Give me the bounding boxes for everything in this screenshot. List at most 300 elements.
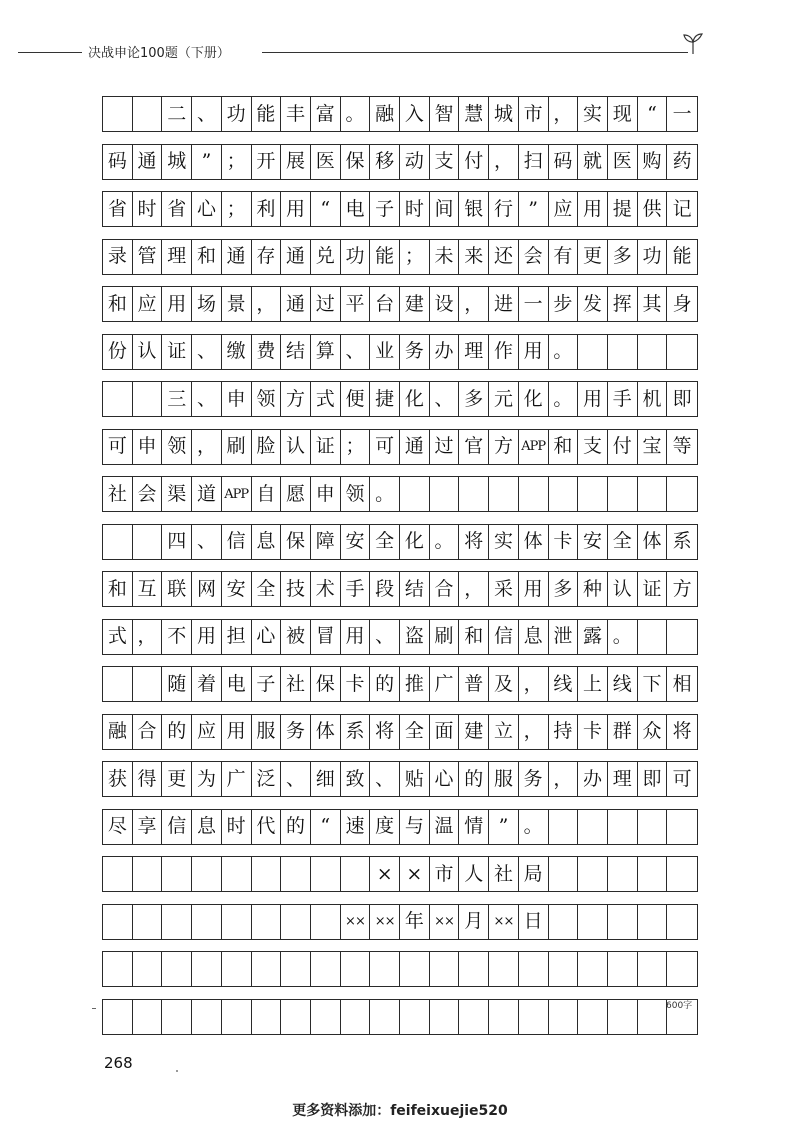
grid-cell (222, 905, 252, 939)
grid-cell: 更 (162, 762, 192, 796)
grid-cell: 场 (192, 287, 222, 321)
grid-cell: 证 (311, 430, 341, 464)
grid-cell: 广 (222, 762, 252, 796)
grid-cell: 申 (311, 477, 341, 511)
grid-cell: 认 (133, 335, 163, 369)
grid-cell: 时 (222, 810, 252, 844)
grid-cell: 相 (672, 672, 692, 695)
grid-cell: 实 (489, 525, 519, 559)
grid-cell: 办 (578, 762, 608, 796)
grid-cell: ， (459, 287, 489, 321)
grid-cell: 获 (103, 762, 133, 796)
grid-cell (638, 952, 668, 986)
grid-cell: 心 (252, 620, 282, 654)
grid-cell (578, 335, 608, 369)
grid-cell: 行 (489, 192, 519, 226)
grid-cell (103, 1000, 133, 1034)
grid-cell (103, 382, 133, 416)
grid-cell: 办 (430, 335, 460, 369)
grid-cell: 入 (400, 97, 430, 131)
grid-cell: 日 (519, 905, 549, 939)
grid-cell: 致 (341, 762, 371, 796)
grid-cell: 二 (162, 97, 192, 131)
grid-cell: 得 (133, 762, 163, 796)
grid-row (102, 809, 698, 845)
grid-cell (133, 952, 163, 986)
word-count-label: 600字 (666, 1001, 693, 1011)
grid-cell (489, 952, 519, 986)
grid-cell (638, 1000, 668, 1034)
grid-cell: 业 (370, 335, 400, 369)
grid-row-cells (102, 144, 698, 180)
grid-cell: “ (311, 192, 341, 226)
grid-cell: 间 (430, 192, 460, 226)
grid-cell (519, 952, 549, 986)
grid-cell (133, 905, 163, 939)
grid-cell (549, 857, 579, 891)
grid-cell: 通 (222, 240, 252, 274)
grid-cell (103, 905, 133, 939)
grid-row (102, 191, 698, 227)
grid-cell: 融 (370, 97, 400, 131)
grid-cell (578, 857, 608, 891)
grid-cell: ×× (489, 905, 519, 939)
grid-cell (252, 1000, 282, 1034)
grid-cell: 社 (489, 857, 519, 891)
grid-cell: 的 (281, 810, 311, 844)
grid-row-cells (102, 96, 698, 132)
grid-cell: 多 (459, 382, 489, 416)
grid-cell: 务 (400, 335, 430, 369)
grid-cell (549, 952, 579, 986)
grid-cell: 缴 (222, 335, 252, 369)
grid-row-cells (102, 429, 698, 465)
grid-cell (638, 335, 668, 369)
grid-cell: 通 (281, 287, 311, 321)
grid-cell: 即 (672, 387, 692, 410)
grid-cell: 合 (133, 715, 163, 749)
grid-cell (519, 1000, 549, 1034)
grid-cell: 扫 (519, 145, 549, 179)
grid-cell: 体 (311, 715, 341, 749)
grid-cell: 化 (400, 525, 430, 559)
grid-cell: 。 (608, 620, 638, 654)
grid-cell: 功 (341, 240, 371, 274)
grid-cell: ×× (430, 905, 460, 939)
grid-cell: 台 (370, 287, 400, 321)
grid-cell: 其 (638, 287, 668, 321)
grid-cell: 立 (489, 715, 519, 749)
grid-cell (311, 1000, 341, 1034)
grid-row (102, 619, 698, 655)
grid-cell: 的 (370, 667, 400, 701)
grid-cell: 、 (192, 335, 222, 369)
grid-cell: 、 (192, 382, 222, 416)
grid-cell: 、 (430, 382, 460, 416)
grid-cell (162, 857, 192, 891)
grid-cell: 等 (672, 435, 692, 457)
grid-cell: 安 (222, 572, 252, 606)
grid-cell (370, 952, 400, 986)
grid-cell: 互 (133, 572, 163, 606)
grid-cell: 移 (370, 145, 400, 179)
grid-cell: 医 (608, 145, 638, 179)
grid-cell: 联 (162, 572, 192, 606)
grid-cell: 保 (281, 525, 311, 559)
grid-cell: 脸 (252, 430, 282, 464)
grid-cell: APP (222, 477, 252, 511)
grid-cell (549, 810, 579, 844)
grid-cell (667, 620, 697, 654)
grid-cell: 方 (489, 430, 519, 464)
grid-cell (608, 905, 638, 939)
grid-cell: 即 (638, 762, 668, 796)
grid-cell: 愿 (281, 477, 311, 511)
grid-cell: 和 (103, 572, 133, 606)
grid-cell: 及 (489, 667, 519, 701)
margin-mark (92, 1008, 96, 1009)
grid-cell: 建 (400, 287, 430, 321)
grid-cell: 用 (578, 192, 608, 226)
grid-cell: 、 (370, 762, 400, 796)
grid-cell: 通 (400, 430, 430, 464)
grid-cell: 电 (222, 667, 252, 701)
grid-cell (430, 1000, 460, 1034)
grid-cell: 时 (133, 192, 163, 226)
grid-cell: 官 (459, 430, 489, 464)
grid-cell: 能 (252, 97, 282, 131)
grid-cell (311, 905, 341, 939)
grid-cell: 、 (370, 620, 400, 654)
grid-cell: 慧 (459, 97, 489, 131)
grid-cell (578, 905, 608, 939)
grid-cell: 多 (608, 240, 638, 274)
grid-cell: 三 (162, 382, 192, 416)
grid-cell: 合 (430, 572, 460, 606)
grid-row (102, 334, 698, 370)
grid-row-cells (102, 334, 698, 370)
grid-row (102, 666, 698, 702)
grid-row (102, 524, 698, 560)
grid-cell: 上 (578, 667, 608, 701)
grid-row (102, 714, 698, 750)
grid-cell: 网 (192, 572, 222, 606)
grid-cell: 体 (638, 525, 668, 559)
grid-cell: 有 (549, 240, 579, 274)
grid-cell: 度 (370, 810, 400, 844)
grid-cell (549, 1000, 579, 1034)
grid-cell: 智 (430, 97, 460, 131)
grid-cell: 付 (459, 145, 489, 179)
footer-note: 更多资料添加：feifeixuejie520 (292, 1103, 508, 1119)
grid-cell (103, 667, 133, 701)
grid-cell: 盗 (400, 620, 430, 654)
grid-cell: 景 (222, 287, 252, 321)
page-number: 268 (104, 1054, 133, 1072)
grid-cell: 通 (133, 145, 163, 179)
grid-cell: 更 (578, 240, 608, 274)
grid-cell: 能 (370, 240, 400, 274)
grid-cell: 务 (281, 715, 311, 749)
grid-row-cells (102, 714, 698, 750)
grid-cell: 用 (578, 382, 608, 416)
grid-cell: 方 (672, 577, 692, 600)
grid-cell: 线 (549, 667, 579, 701)
grid-cell: 时 (400, 192, 430, 226)
grid-cell: 过 (311, 287, 341, 321)
grid-row-cells (102, 381, 698, 417)
grid-cell: 认 (281, 430, 311, 464)
grid-cell: 来 (459, 240, 489, 274)
grid-cell (667, 335, 697, 369)
grid-cell: 与 (400, 810, 430, 844)
grid-cell: 付 (608, 430, 638, 464)
grid-cell: 细 (311, 762, 341, 796)
grid-cell: 可 (370, 430, 400, 464)
grid-cell (430, 477, 460, 511)
grid-cell: 用 (519, 335, 549, 369)
grid-cell: 电 (341, 192, 371, 226)
grid-cell: 担 (222, 620, 252, 654)
grid-cell: 卡 (341, 667, 371, 701)
grid-cell: 省 (103, 192, 133, 226)
grid-cell: ” (519, 192, 549, 226)
grid-cell (667, 952, 697, 986)
grid-cell: 可 (103, 430, 133, 464)
sprout-icon (680, 32, 706, 56)
grid-cell: 线 (608, 667, 638, 701)
grid-cell: 份 (103, 335, 133, 369)
grid-cell: ； (341, 430, 371, 464)
grid-cell (341, 952, 371, 986)
grid-cell: 露 (578, 620, 608, 654)
grid-cell (133, 857, 163, 891)
grid-cell: 随 (162, 667, 192, 701)
grid-cell (162, 1000, 192, 1034)
grid-row-cells (102, 191, 698, 227)
grid-cell: 全 (252, 572, 282, 606)
grid-cell (281, 952, 311, 986)
grid-cell: 元 (489, 382, 519, 416)
grid-cell (192, 1000, 222, 1034)
grid-cell: 被 (281, 620, 311, 654)
grid-cell: 化 (519, 382, 549, 416)
grid-cell (252, 857, 282, 891)
grid-cell: 管 (133, 240, 163, 274)
grid-cell: 进 (489, 287, 519, 321)
grid-row (102, 476, 698, 512)
grid-cell: 。 (519, 810, 549, 844)
grid-cell: 城 (489, 97, 519, 131)
grid-cell (608, 952, 638, 986)
grid-cell: × (400, 857, 430, 891)
grid-cell: 证 (638, 572, 668, 606)
grid-row-cells (102, 524, 698, 560)
grid-cell (400, 1000, 430, 1034)
grid-cell: 全 (370, 525, 400, 559)
grid-cell (667, 857, 697, 891)
grid-cell: ， (549, 97, 579, 131)
grid-cell (608, 335, 638, 369)
grid-cell: 应 (133, 287, 163, 321)
grid-cell: 技 (281, 572, 311, 606)
grid-cell: ” (489, 810, 519, 844)
grid-cell (549, 905, 579, 939)
grid-cell: 将 (672, 720, 692, 742)
grid-cell: ， (459, 572, 489, 606)
grid-cell: 用 (162, 287, 192, 321)
grid-cell: “ (638, 97, 668, 131)
grid-cell: 广 (430, 667, 460, 701)
grid-cell: 可 (672, 767, 692, 790)
grid-cell (103, 857, 133, 891)
grid-cell: 障 (311, 525, 341, 559)
essay-answer-grid (102, 96, 698, 1046)
grid-cell: 不 (162, 620, 192, 654)
grid-cell (578, 477, 608, 511)
grid-cell: 道 (192, 477, 222, 511)
grid-cell: 刷 (222, 430, 252, 464)
grid-cell: 众 (638, 715, 668, 749)
grid-cell: 市 (430, 857, 460, 891)
grid-cell: 的 (459, 762, 489, 796)
grid-cell: 码 (103, 145, 133, 179)
grid-cell (400, 952, 430, 986)
grid-cell: 丰 (281, 97, 311, 131)
grid-cell: 银 (459, 192, 489, 226)
grid-row-cells (102, 571, 698, 607)
grid-cell: 购 (638, 145, 668, 179)
grid-row (102, 951, 698, 987)
grid-cell: 动 (400, 145, 430, 179)
grid-cell: 挥 (608, 287, 638, 321)
grid-cell: 系 (341, 715, 371, 749)
grid-cell (638, 905, 668, 939)
grid-cell: 推 (400, 667, 430, 701)
grid-cell (103, 952, 133, 986)
grid-cell: ， (133, 620, 163, 654)
grid-cell (133, 525, 163, 559)
grid-cell: 录 (103, 240, 133, 274)
grid-cell (549, 477, 579, 511)
grid-cell: 社 (281, 667, 311, 701)
grid-cell: 将 (370, 715, 400, 749)
grid-cell: 开 (252, 145, 282, 179)
grid-cell: 一 (672, 102, 692, 125)
grid-cell: 申 (133, 430, 163, 464)
grid-cell: 应 (549, 192, 579, 226)
grid-cell: 步 (549, 287, 579, 321)
grid-cell: ， (489, 145, 519, 179)
grid-cell: 实 (578, 97, 608, 131)
grid-cell (281, 857, 311, 891)
grid-row (102, 381, 698, 417)
grid-cell (192, 952, 222, 986)
grid-cell: 宝 (638, 430, 668, 464)
header-rule-left (18, 52, 82, 53)
grid-cell: 为 (192, 762, 222, 796)
grid-cell: 保 (341, 145, 371, 179)
grid-cell (341, 857, 371, 891)
grid-cell (667, 477, 697, 511)
grid-cell: 记 (672, 197, 692, 220)
grid-cell: 设 (430, 287, 460, 321)
grid-cell: 年 (400, 905, 430, 939)
grid-cell (459, 477, 489, 511)
grid-cell (222, 857, 252, 891)
grid-cell: 就 (578, 145, 608, 179)
grid-cell: 功 (638, 240, 668, 274)
grid-cell: ， (519, 715, 549, 749)
grid-cell: 泛 (252, 762, 282, 796)
grid-cell: 理 (459, 335, 489, 369)
grid-cell: 存 (252, 240, 282, 274)
grid-cell: 心 (192, 192, 222, 226)
grid-cell: 式 (311, 382, 341, 416)
grid-cell: 领 (162, 430, 192, 464)
grid-cell: 码 (549, 145, 579, 179)
grid-cell: 利 (252, 192, 282, 226)
grid-cell: ” (192, 145, 222, 179)
grid-cell: ； (222, 145, 252, 179)
grid-cell: × (370, 857, 400, 891)
grid-cell: 过 (430, 430, 460, 464)
grid-cell: ， (549, 762, 579, 796)
grid-cell: 会 (133, 477, 163, 511)
grid-cell: 和 (103, 287, 133, 321)
grid-row (102, 96, 698, 132)
grid-cell: 式 (103, 620, 133, 654)
grid-cell: 领 (252, 382, 282, 416)
grid-cell (667, 905, 697, 939)
grid-cell: 务 (519, 762, 549, 796)
grid-cell: 卡 (578, 715, 608, 749)
grid-cell: 方 (281, 382, 311, 416)
grid-cell: 费 (252, 335, 282, 369)
grid-cell: “ (311, 810, 341, 844)
grid-cell: ； (222, 192, 252, 226)
grid-cell: 体 (519, 525, 549, 559)
grid-row (102, 286, 698, 322)
grid-cell (459, 1000, 489, 1034)
header-rule-right (262, 52, 688, 53)
grid-cell: 理 (162, 240, 192, 274)
grid-cell: 富 (311, 97, 341, 131)
grid-cell: 算 (311, 335, 341, 369)
grid-cell (638, 810, 668, 844)
grid-cell: 信 (489, 620, 519, 654)
grid-cell: 捷 (370, 382, 400, 416)
grid-cell (430, 952, 460, 986)
grid-cell: 结 (281, 335, 311, 369)
grid-cell: 社 (103, 477, 133, 511)
grid-cell: 。 (549, 335, 579, 369)
grid-cell: 证 (162, 335, 192, 369)
grid-cell (162, 952, 192, 986)
grid-cell: 温 (430, 810, 460, 844)
grid-cell: 安 (341, 525, 371, 559)
grid-cell: 子 (370, 192, 400, 226)
grid-row-cells (102, 856, 698, 892)
grid-cell (133, 97, 163, 131)
grid-cell: 供 (638, 192, 668, 226)
grid-cell (608, 477, 638, 511)
grid-cell (370, 1000, 400, 1034)
grid-cell (341, 1000, 371, 1034)
grid-cell: 身 (672, 292, 692, 315)
grid-cell: 和 (549, 430, 579, 464)
grid-cell: 尽 (103, 810, 133, 844)
